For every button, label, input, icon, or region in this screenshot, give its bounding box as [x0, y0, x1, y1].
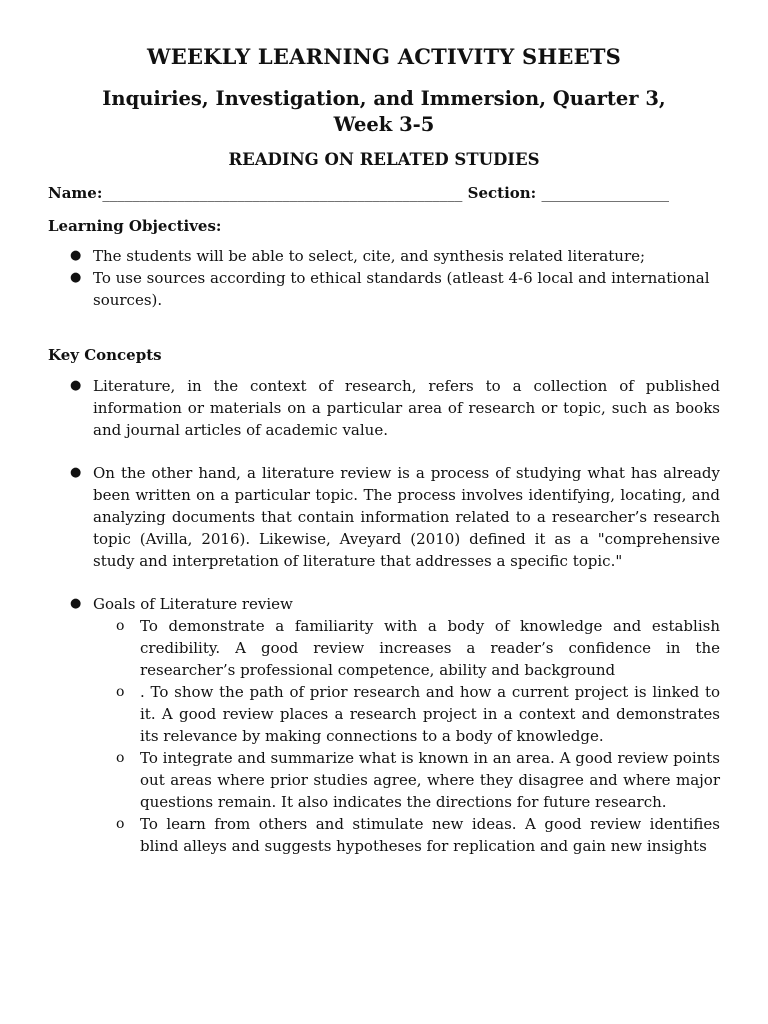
list-item [48, 747, 720, 813]
list-item [48, 615, 720, 681]
concept-text: On the other hand, a literature review is a process of studying what has already been written on a particular topic. The process involves identifying, locating, and analyzing documents that contain information related to a researcher’s research topic (Avilla, 2016). Likewise, Aveyard (2010) defined it as a "comprehensive study and interpretation of literature that addresses a specific topic." [93, 464, 720, 570]
circle-bullet-icon: o [116, 684, 125, 700]
document-title: WEEKLY LEARNING ACTIVITY SHEETS [146, 44, 622, 69]
list-item [48, 267, 720, 311]
subtitle-line-2: Week 3-5 [333, 113, 435, 136]
name-blank: ________________________________________________ [102, 184, 463, 202]
list-item [48, 245, 720, 267]
spacer [48, 441, 720, 462]
bullet-icon: ● [70, 270, 82, 285]
subtitle-line-1: Inquiries, Investigation, and Immersion, Quarter 3, [102, 87, 666, 110]
goals-list [48, 615, 720, 857]
goal-text: . To show the path of prior research and how a current project is linked to it. A good review places a research project in a context and demonstrates its relevance by making connections to a body of knowledge. [140, 683, 720, 745]
circle-bullet-icon: o [116, 750, 125, 766]
spacer [48, 572, 720, 593]
bullet-icon: ● [70, 248, 82, 263]
concepts-heading: Key Concepts [48, 346, 162, 364]
list-item [48, 462, 720, 572]
concepts-list [48, 375, 720, 615]
goal-text: To learn from others and stimulate new ideas. A good review identifies blind alleys and suggests hypotheses for replication and gain new insights [140, 815, 720, 855]
objectives-list [48, 245, 720, 311]
list-item [48, 593, 720, 615]
objectives-heading: Learning Objectives: [48, 217, 222, 235]
objective-text: The students will be able to select, cite, and synthesis related literature; [93, 247, 646, 265]
goals-heading: Goals of Literature review [93, 595, 293, 613]
circle-bullet-icon: o [116, 618, 125, 634]
bullet-icon: ● [70, 596, 82, 611]
section-blank: _________________ [541, 184, 669, 202]
goal-text: To demonstrate a familiarity with a body of knowledge and establish credibility. A good review increases a reader’s confidence in the researcher’s professional competence, ability and background [140, 617, 720, 679]
bullet-icon: ● [70, 378, 82, 393]
list-item [48, 375, 720, 441]
bullet-icon: ● [70, 465, 82, 480]
concepts-block [48, 344, 720, 857]
list-item [48, 681, 720, 747]
name-label: Name: [48, 184, 103, 202]
list-item [48, 813, 720, 857]
objective-text: To use sources according to ethical standards (atleast 4-6 local and international sources). [93, 269, 710, 309]
concept-text: Literature, in the context of research, refers to a collection of published information or materials on a particular area of research or topic, such as books and journal articles of academic value. [93, 377, 720, 439]
name-section-line [48, 184, 669, 202]
objectives-block [48, 215, 720, 311]
goal-text: To integrate and summarize what is known in an area. A good review points out areas where prior studies agree, where they disagree and where major questions remain. It also indicates the directions for future research. [140, 749, 720, 811]
section-title: READING ON RELATED STUDIES [228, 150, 540, 169]
section-label: Section: [467, 184, 537, 202]
circle-bullet-icon: o [116, 816, 125, 832]
document-subtitle [0, 86, 768, 138]
